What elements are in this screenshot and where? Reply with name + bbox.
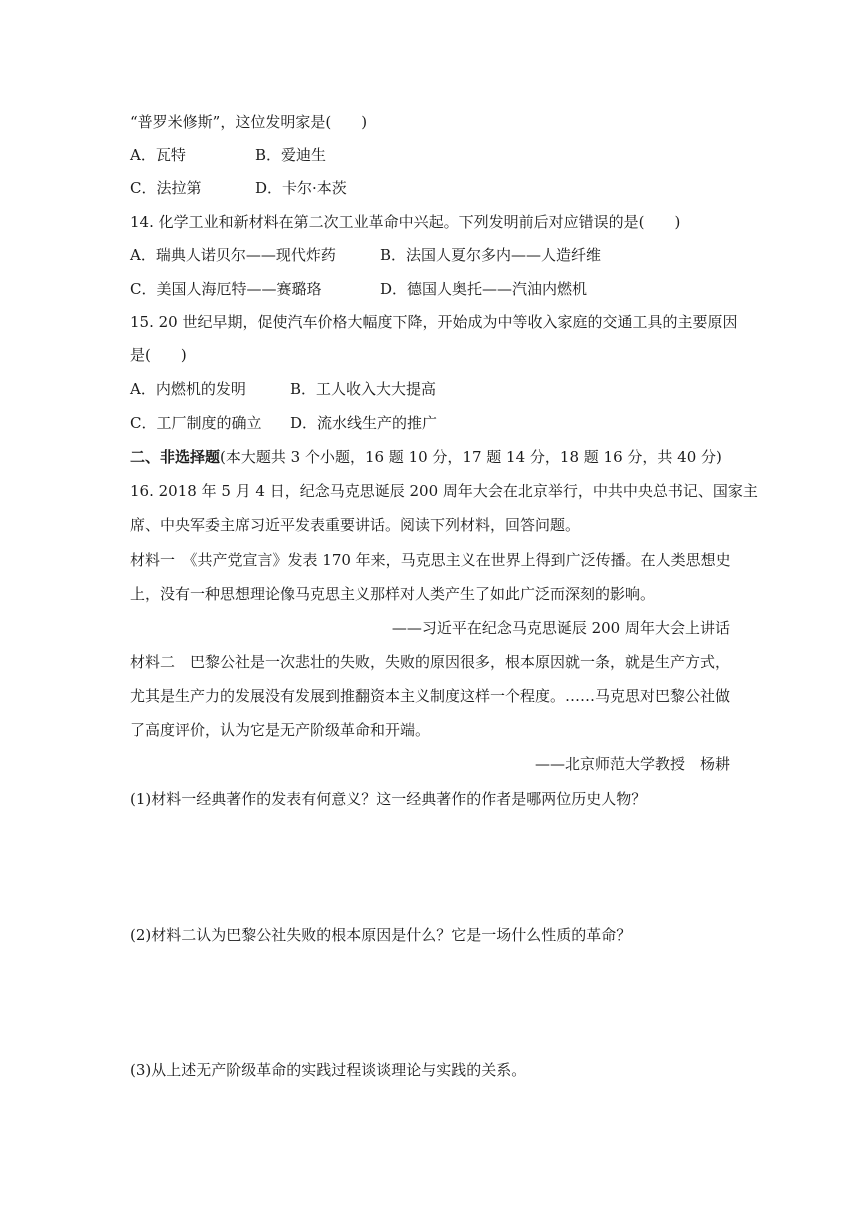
q16-stem-line2: 席、中央军委主席习近平发表重要讲话。阅读下列材料，回答问题。: [130, 516, 581, 534]
q16-material2-source: ——北京师范大学教授 杨耕: [534, 755, 730, 773]
q16-material2-line2: 尤其是生产力的发展没有发展到推翻资本主义制度这样一个程度。……马克思对巴黎公社做: [130, 687, 731, 705]
q16-subquestion-3: (3)从上述无产阶级革命的实践过程谈谈理论与实践的关系。: [130, 1061, 527, 1079]
q15-options-row1: [130, 379, 436, 399]
q16-stem-line1: 16. 2018 年 5 月 4 日，纪念马克思诞辰 200 周年大会在北京举行，中共中央总书记、国家主: [130, 482, 758, 500]
q15-option-a: A．内燃机的发明: [130, 380, 246, 398]
q15-options-row2: [130, 413, 437, 433]
q15-stem-line2: 是( ): [130, 346, 187, 364]
q14-stem: 14. 化学工业和新材料在第二次工业革命中兴起。下列发明前后对应错误的是( ): [130, 213, 681, 231]
q16-material1-line1: 材料一 《共产党宣言》发表 170 年来，马克思主义在世界上得到广泛传播。在人类思想史: [130, 551, 731, 569]
section2-header: [130, 447, 722, 467]
q13-options-row2: [130, 178, 347, 198]
section2-title: 二、非选择题: [130, 448, 221, 466]
q13-option-d: D．卡尔·本茨: [255, 179, 347, 197]
q14-option-d: D．德国人奥托——汽油内燃机: [380, 280, 588, 298]
q13-options-row1: [130, 145, 326, 165]
q14-option-a: A．瑞典人诺贝尔——现代炸药: [130, 246, 336, 264]
q16-material2-line3: 了高度评价，认为它是无产阶级革命和开端。: [130, 721, 431, 739]
q16-material1-line2: 上，没有一种思想理论像马克思主义那样对人类产生了如此广泛而深刻的影响。: [130, 585, 656, 603]
q16-material1-source: ——习近平在纪念马克思诞辰 200 周年大会上讲话: [391, 619, 730, 637]
q16-subquestion-2: (2)材料二认为巴黎公社失败的根本原因是什么？它是一场什么性质的革命？: [130, 926, 632, 944]
q15-stem-line1: 15. 20 世纪早期，促使汽车价格大幅度下降，开始成为中等收入家庭的交通工具的主要原因: [130, 313, 738, 331]
section2-note: (本大题共 3 个小题，16 题 10 分，17 题 14 分，18 题 16 分，共 40 分): [220, 448, 722, 466]
q15-option-d: D．流水线生产的推广: [290, 414, 438, 432]
q13-option-c: C．法拉第: [130, 179, 202, 197]
q14-option-c: C．美国人海厄特——赛璐珞: [130, 280, 322, 298]
q14-option-b: B．法国人夏尔多内——人造纤维: [380, 246, 602, 264]
q14-options-row1: [130, 245, 601, 265]
q14-options-row2: [130, 279, 587, 299]
q15-option-c: C．工厂制度的确立: [130, 414, 262, 432]
q13-stem-tail: “普罗米修斯”，这位发明家是( ): [130, 113, 368, 131]
q13-option-a: A．瓦特: [130, 146, 186, 164]
q15-option-b: B．工人收入大大提高: [290, 380, 437, 398]
q16-subquestion-1: (1)材料一经典著作的发表有何意义？这一经典著作的作者是哪两位历史人物？: [130, 790, 647, 808]
q16-material2-line1: 材料二 巴黎公社是一次悲壮的失败，失败的原因很多，根本原因就一条，就是生产方式，: [130, 653, 731, 671]
q13-option-b: B．爱迪生: [255, 146, 327, 164]
